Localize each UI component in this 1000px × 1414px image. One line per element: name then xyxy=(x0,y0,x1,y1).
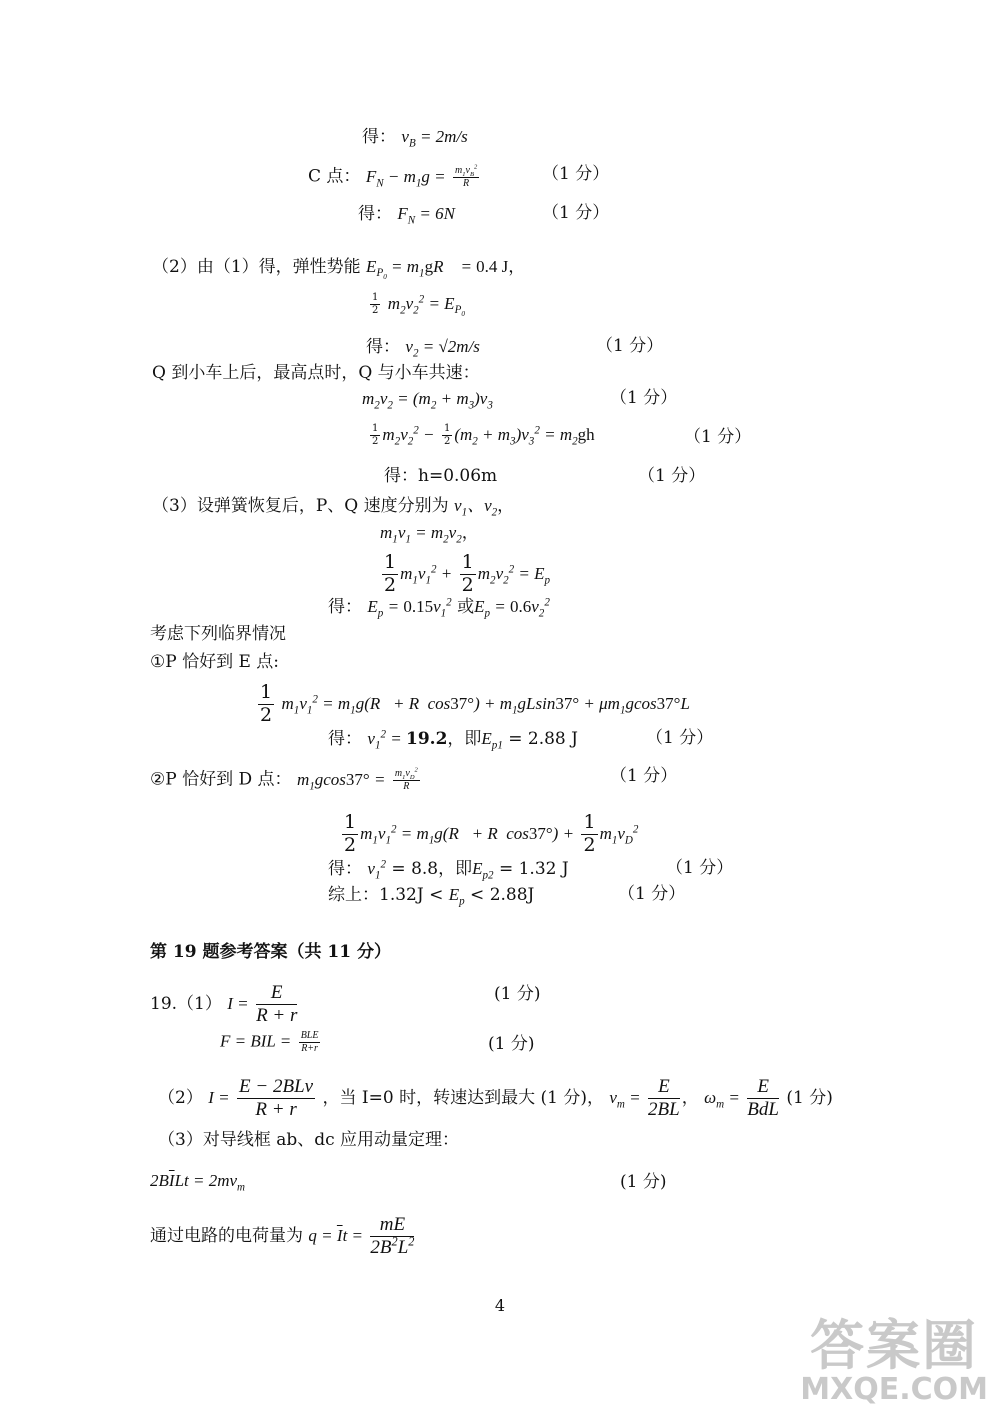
fn-result-label: 得： xyxy=(358,204,392,224)
summary-label: 综上： xyxy=(328,885,379,905)
case2-equation: $\frac{1}{2}$ $m_1v_1^2 = m_1g(R + R$ cos37°) + $\frac{1}{2}$ $m_1v_D^2$ xyxy=(344,811,639,856)
summary-lower: 1.32J < xyxy=(379,885,449,905)
charge-label: 通过电路的电荷量为 xyxy=(150,1225,303,1246)
summary-upper: < 2.88J xyxy=(464,885,535,905)
q-on-cart-line: Q 到小车上后，最高点时，Q 与小车共速： xyxy=(152,363,480,383)
part2-intro-text: （2）由（1）得，弹性势能 xyxy=(152,257,361,277)
part2-intro-line: （2）由（1）得，弹性势能 $E_{P_0} = m_1gR$ = 0.4 J， xyxy=(152,257,526,282)
summary-line: 综上：$1.32J < E_p < 2.88J$ xyxy=(328,885,535,908)
score: （1 分） xyxy=(542,203,610,223)
q19-part1-line: 19.（1） I = $\frac{E}{R + r}$ xyxy=(150,982,298,1026)
case1-result-line: 得： $v_1^2 = 19.2$，即$E_{p1} = 2.88$ J xyxy=(328,728,578,752)
score: （1 分） xyxy=(596,336,664,356)
q19-part1-label: 19.（1） xyxy=(150,993,222,1014)
q19-part2-text: ，当 I=0 时，转速达到最大 (1 分)， xyxy=(322,1087,604,1108)
score: (1 分) xyxy=(494,984,541,1004)
p3-energy-line: $\frac{1}{2}$ $m_1v_1^2$ + $\frac{1}{2}$ $m_2v_2^2 = E_p$ xyxy=(384,551,551,596)
case1-ep-value: = 2.88 J xyxy=(508,729,578,749)
energy-eq-line: $\frac{1}{2}$ $m_2v_2^2 = E_{P_0}$ xyxy=(372,292,465,319)
score: （1 分） xyxy=(666,858,734,878)
score: (1 分) xyxy=(620,1172,667,1192)
case2-ep-label: = 8.8，即 xyxy=(391,859,473,879)
score: （1 分） xyxy=(542,164,610,184)
p3-ep-result-line: 得： $E_p = 0.15v_1^2$ 或$E_p = 0.6v_2^2$ xyxy=(328,596,550,620)
watermark-cn: 答案圈 xyxy=(810,1314,979,1377)
case1-equation: $\frac{1}{2}$ $m_1v_1^2 = m_1g(R + R$ $\cos 37^\circ) + m_1gLsin37^\circ + \mu m_1gcos37^\circ L$ xyxy=(260,681,690,726)
momentum-eq-line: $m_2v_2 = (m_2 + m_3)v_3$ xyxy=(362,389,493,412)
impulse-eq-line: $2B\overline{I}Lt = 2mv_m$ xyxy=(150,1171,246,1194)
h-result-line: 得：h=0.06m xyxy=(384,466,498,486)
case1-heading: ①P 恰好到 E 点: xyxy=(150,652,280,672)
q19-title: 第 19 题参考答案（共 11 分） xyxy=(150,942,391,962)
score: （1 分） xyxy=(684,427,752,447)
v2-result-line: 得： $v_2 = √2m/s$ xyxy=(366,337,480,360)
c-point-label: C 点： xyxy=(308,166,361,187)
or-label: 或 xyxy=(457,597,475,617)
p3-ep-label: 得： xyxy=(328,597,362,617)
score: （1 分） xyxy=(610,766,678,786)
critical-heading: 考虑下列临界情况 xyxy=(150,624,286,644)
score: （1 分） xyxy=(610,388,678,408)
watermark-en: MXQE.COM xyxy=(800,1372,988,1407)
charge-line: 通过电路的电荷量为 $q = \overline{I}t$ = $\frac{mE}{2B^2L^2}$ xyxy=(150,1214,415,1258)
watermark xyxy=(800,1314,988,1407)
energy-height-eq-line: $\frac{1}{2}$ $m_2v_2^2$ − $\frac{1}{2}$ $(m_2 + m_3)v_3^2 = m_2gh$ xyxy=(372,423,595,447)
vb-result-line: 得： $v_B = 2m/s$ xyxy=(362,127,468,150)
case2-ep-value: = 1.32 J xyxy=(498,859,569,879)
case2-result-label: 得： xyxy=(328,859,362,879)
q19-part3-line: （3）对导线框 ab、dc 应用动量定理： xyxy=(158,1130,460,1150)
case2-line: ②P 恰好到 D 点： $m_1gcos37^\circ$ = $\frac{m_1v_D^2}{R}$ xyxy=(150,766,418,792)
score: （1 分） xyxy=(638,466,706,486)
part3-intro-text: （3）设弹簧恢复后，P、Q 速度分别为 xyxy=(152,496,449,516)
q19-part2-line: （2） I = $\frac{\text{E − 2BLv}}{R + r}$ ，当 I=0 时，转速达到最大 (1 分)， $v_m$ = $\frac{E}{2BL}$ ， $\omega_m$ = $\frac{E}{\text{BdL}}$ (1 分) xyxy=(158,1076,833,1120)
case1-ep-label: ，即 xyxy=(447,729,482,749)
score: (1 分) xyxy=(786,1087,833,1108)
part3-intro-line: （3）设弹簧恢复后，P、Q 速度分别为 $v_1$、$v_2$， xyxy=(152,496,515,519)
vb-label: 得： xyxy=(362,127,396,147)
case2-heading: ②P 恰好到 D 点： xyxy=(150,769,292,790)
p3-momentum-line: $m_1v_1 = m_2v_2$， xyxy=(380,523,479,546)
case2-result-line: 得： $v_1^2 = 8.8$，即$E_{p2} = 1.32$ J xyxy=(328,858,569,882)
score: (1 分) xyxy=(488,1034,535,1054)
fn-result-line: 得： $F_N = 6N$ xyxy=(358,204,455,227)
case1-v-value: 19.2 xyxy=(406,729,448,749)
q19-force-line: F = BIL = $\frac{\text{BLE}}{R+r}$ xyxy=(220,1030,319,1054)
score: （1 分） xyxy=(618,884,686,904)
case1-result-label: 得： xyxy=(328,729,362,749)
score: （1 分） xyxy=(646,728,714,748)
c-point-line: C 点： $F_N - m_1g$ = $\frac{m_1v_B^2}{R}$ xyxy=(308,163,478,189)
v2-label: 得： xyxy=(366,337,400,357)
q19-part2-label: （2） xyxy=(158,1087,203,1108)
page-number: 4 xyxy=(494,1296,506,1315)
